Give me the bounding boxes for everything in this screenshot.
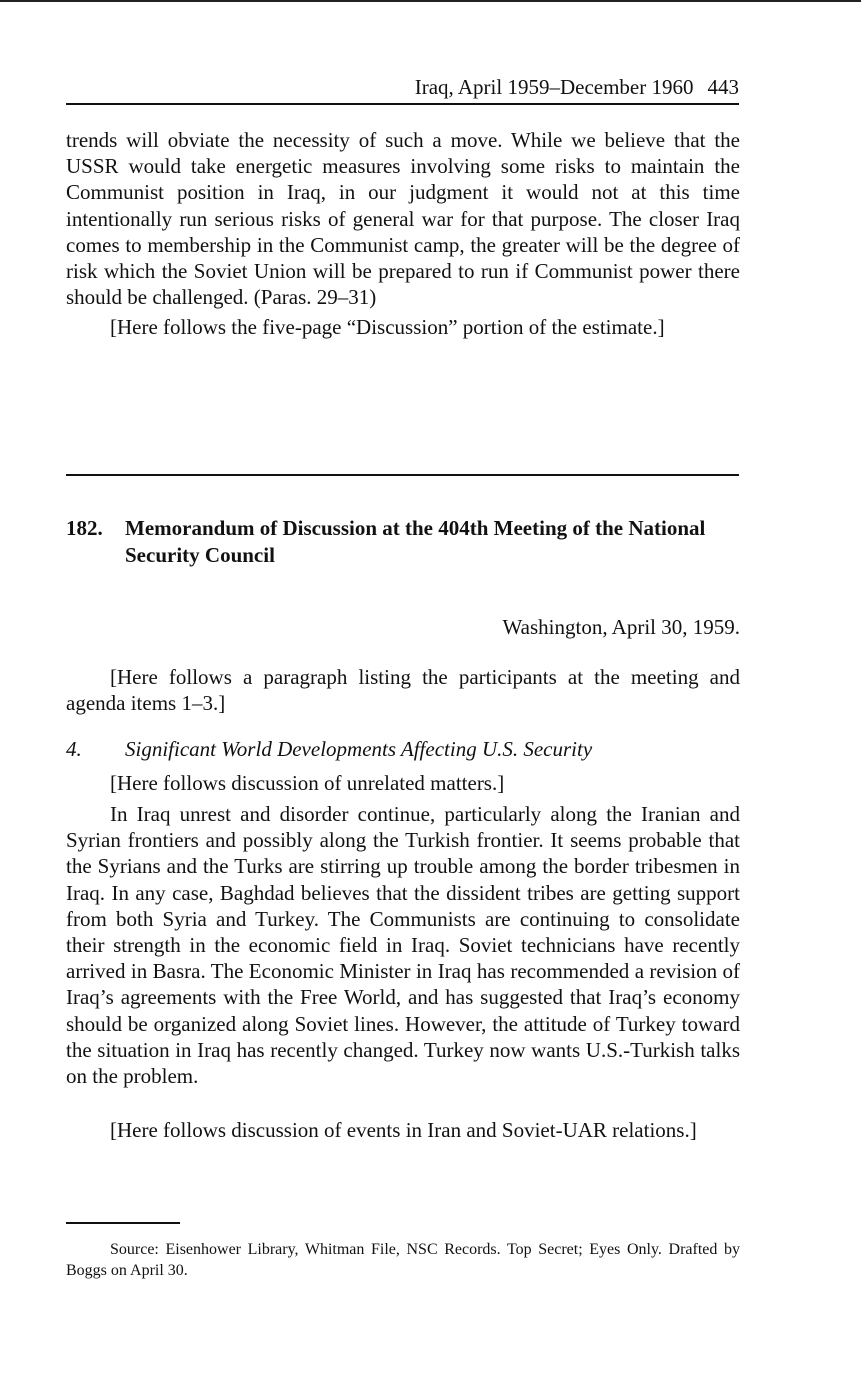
editorial-note-iran [66,1117,740,1143]
iraq-discussion-text: In Iraq unrest and disorder continue, particularly along the Iranian and Syrian frontiers and possibly along the Turkish frontier. It seems probable that the Syrians and the Turks are stirring up trouble among the border tribesmen in Iraq. In any case, Baghdad believes that the dissident tribes are getting support from both Syria and Turkey. The Communists are continuing to consolidate their strength in the economic field in Iraq. Soviet technicians have recently arrived in Basra. The Economic Minister in Iraq has recommended a revision of Iraq’s agreements with the Free World, and has suggested that Iraq’s economy should be organized along Soviet lines. However, the attitude of Turkey toward the situation in Iraq has recently changed. Turkey now wants U.S.-Turkish talks on the problem. [66,802,740,1089]
intro-editorial-note [66,664,740,716]
running-title: Iraq, April 1959–December 1960 [414,75,694,99]
agenda-item-heading [66,736,740,762]
document-number: 182. [66,516,103,540]
editorial-note-unrelated-text: [Here follows discussion of unrelated matters.] [110,771,505,795]
editorial-note-iran-text: [Here follows discussion of events in Iran and Soviet-UAR relations.] [110,1118,697,1142]
editorial-note-unrelated [66,770,740,796]
editorial-note-discussion [66,314,740,340]
document-title: Memorandum of Discussion at the 404th Meeting of the National Security Council [125,516,706,567]
source-footnote [66,1239,740,1281]
header-rule [66,103,739,105]
source-footnote-text: Source: Eisenhower Library, Whitman File, NSC Records. Top Secret; Eyes Only. Drafted by Boggs on April 30. [66,1241,740,1279]
continued-paragraph-text: trends will obviate the necessity of such a move. While we believe that the USSR would take energetic measures involving some risks to maintain the Communist position in Iraq, in our judgment it would not at this time intentionally run serious risks of general war for that purpose. The closer Iraq comes to membership in the Communist camp, the greater will be the degree of risk which the Soviet Union will be prepared to run if Communist power there should be challenged. (Paras. 29–31) [66,128,740,310]
section-divider [66,474,739,476]
agenda-item-title: Significant World Developments Affecting U.S. Security [125,737,593,761]
document-heading [66,515,740,569]
page-top-edge [0,0,861,2]
footnote-rule [66,1222,180,1224]
continued-paragraph [66,127,740,310]
dateline: Washington, April 30, 1959. [502,615,740,639]
editorial-note-text: [Here follows the five-page “Discussion” portion of the estimate.] [110,315,665,339]
running-header [66,74,739,100]
page-number: 443 [707,75,739,99]
intro-editorial-note-text: [Here follows a paragraph listing the participants at the meeting and agenda items 1–3.] [66,665,740,716]
agenda-item-number: 4. [66,737,82,761]
iraq-discussion-paragraph [66,801,740,1089]
